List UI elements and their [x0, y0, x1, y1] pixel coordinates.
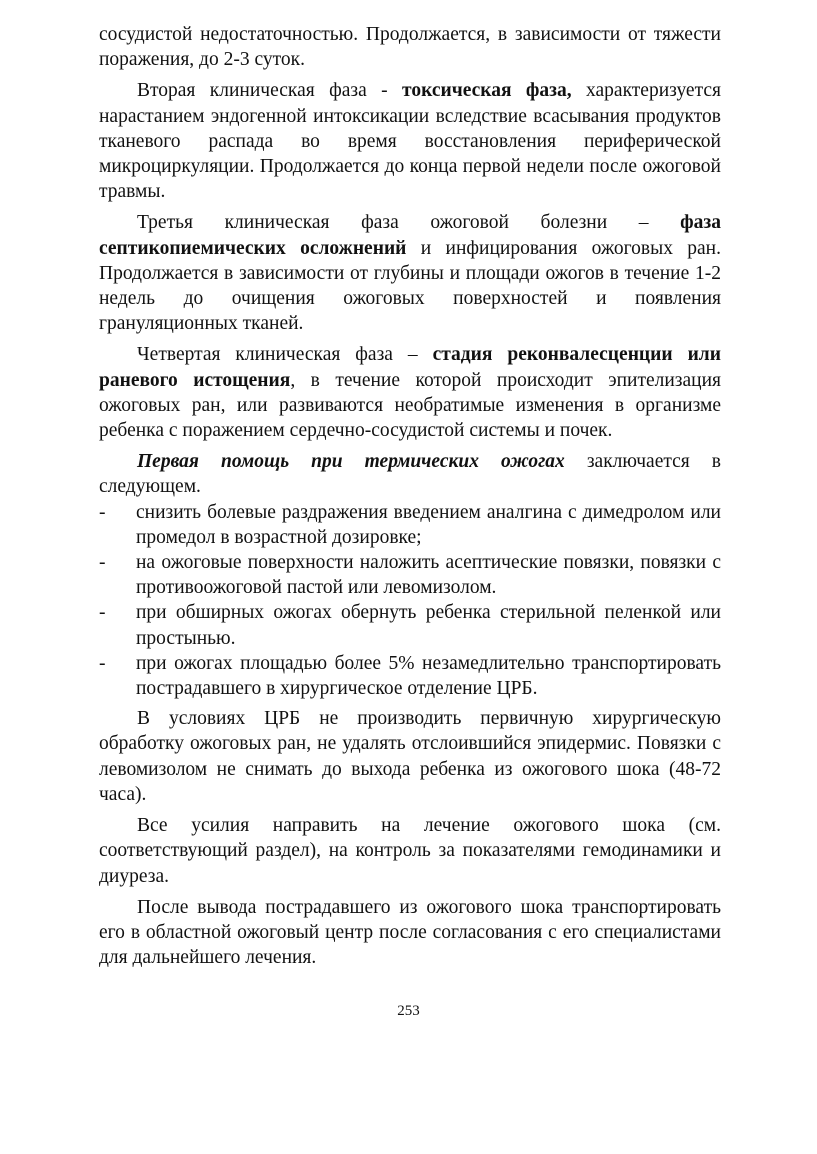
page-body [99, 22, 721, 976]
dash-marker: - [99, 501, 106, 523]
dash-marker: - [99, 652, 106, 674]
list-item [99, 500, 721, 550]
bold-term: токсическая фаза, [402, 80, 572, 102]
bold-term: фаза септикопиемических осложнений [99, 212, 721, 259]
dash-marker: - [99, 552, 106, 574]
page-number: 253 [397, 1003, 420, 1019]
bold-italic-term: Первая помощь при термических ожогах [137, 451, 565, 473]
text-run: Четвертая клиническая фаза – [137, 344, 433, 366]
text-run: заключается в следующем. [99, 451, 721, 498]
paragraph-transport: После вывода пострадавшего из ожогового шока транспортировать его в областной ожоговый центр после согласования с его специалистами для дальнейшего лечения. [99, 896, 721, 969]
list-item-text: при ожогах площадью более 5% незамедлительно транспортировать пострадавшего в хирургическое отделение ЦРБ. [136, 652, 721, 700]
text-run: , в течение которой происходит эпителизация ожоговых ран, или развиваются необратимые изменения в организме ребенка с поражением сердечно-сосудистой системы и почек. [99, 369, 721, 442]
text-run: характеризуется нарастанием эндогенной интоксикации вследствие всасывания продуктов тканевого распада во время восстановления периферической микроциркуляции. Продолжается до конца первой недели после ожоговой травмы. [99, 80, 721, 203]
paragraph-first-aid [99, 449, 721, 499]
list-item-text: при обширных ожогах обернуть ребенка стерильной пеленкой или простынью. [136, 602, 721, 649]
list-item [99, 651, 721, 701]
list-item-text: на ожоговые поверхности наложить асептические повязки, повязки с противоожоговой пастой или левомизолом. [136, 552, 721, 599]
list-item-text: снизить болевые раздражения введением аналгина с димедролом или промедол в возрастной дозировке; [136, 501, 721, 548]
list-item [99, 600, 721, 650]
text-run: Третья клиническая фаза ожоговой болезни – [137, 212, 681, 234]
paragraph-crb-conditions: В условиях ЦРБ не производить первичную хирургическую обработку ожоговых ран, не удалять отслоившийся эпидермис. Повязки с левомизолом не снимать до выхода ребенка из ожогового шока (48-72 часа). [99, 708, 721, 805]
list-item [99, 550, 721, 600]
dash-marker: - [99, 602, 106, 624]
paragraph-toxic-phase [99, 78, 721, 204]
paragraph-continuation: сосудистой недостаточностью. Продолжается, в зависимости от тяжести поражения, до 2-3 суток. [99, 24, 721, 71]
text-run: и инфицирования ожоговых ран. Продолжается в зависимости от глубины и площади ожогов в течение 1-2 недель до очищения ожоговых поверхностей и появления грануляционных тканей. [99, 237, 721, 335]
paragraph-septic-phase [99, 210, 721, 336]
bold-term: стадия реконвалесценции или раневого истощения [99, 344, 721, 391]
paragraph-shock-treatment: Все усилия направить на лечение ожогового шока (см. соответствующий раздел), на контроль за показателями гемодинамики и диуреза. [99, 815, 721, 887]
first-aid-list [99, 500, 721, 702]
text-run: Вторая клиническая фаза - [137, 80, 403, 102]
paragraph-convalescence-phase [99, 342, 721, 443]
